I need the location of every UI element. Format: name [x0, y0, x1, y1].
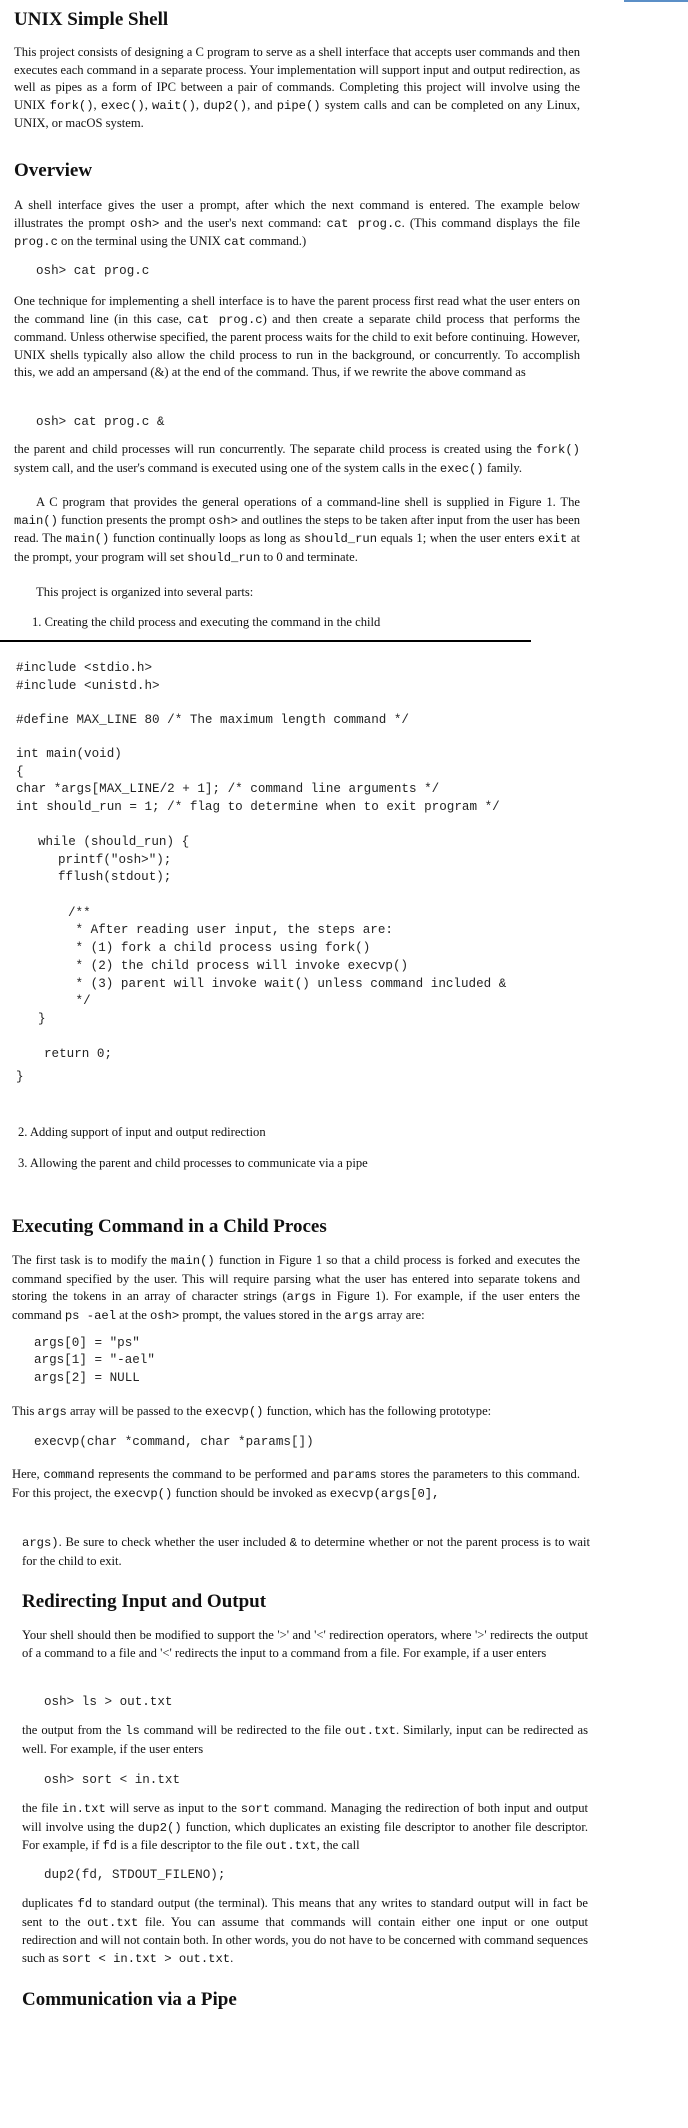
exec-heading: Executing Command in a Child Proces — [12, 1216, 327, 1237]
code-top-rule — [0, 640, 531, 642]
code-line: #define MAX_LINE 80 /* The maximum length command */ — [16, 713, 409, 727]
overview-heading: Overview — [14, 160, 93, 181]
list-item: 3. Allowing the parent and child processes to communicate via a pipe — [18, 1156, 368, 1170]
example-command-1: osh> cat prog.c — [36, 264, 150, 278]
code-line: * After reading user input, the steps are: — [68, 923, 393, 937]
redirect-example-3: dup2(fd, STDOUT_FILENO); — [44, 1868, 226, 1882]
document-title: UNIX Simple Shell — [14, 9, 169, 30]
exec-paragraph-4: args). Be sure to check whether the user included & to determine whether or not the parent process is to wait for the child to exit. — [22, 1535, 590, 1568]
code-line: } — [38, 1012, 46, 1026]
code-line: */ — [68, 994, 91, 1008]
exec-paragraph-1: The first task is to modify the main() function in Figure 1 so that a child process is forked and executes the command specified by the user. This will require parsing what the user has entered into separate tokens and storing the tokens in an array of character strings (args in Figure 1). For example, if the user enters the command ps -ael at the osh> prompt, the values stored in the args array are: — [12, 1253, 580, 1323]
intro-paragraph: This project consists of designing a C program to serve as a shell interface that accepts user commands and then executes each command in a separate process. Your implementation will support input and output redirection, as well as pipes as a form of IPC between a pair of commands. Completing this project will involve using the UNIX fork(), exec(), wait(), dup2(), and pipe() system calls and can be completed on any Linux, UNIX, or macOS system. — [14, 45, 580, 131]
overview-paragraph-1: A shell interface gives the user a prompt, after which the next command is entered. The example below illustrates the prompt osh> and the user's next command: cat prog.c. (This command displays the file prog.c on the terminal using the UNIX cat command.) — [14, 198, 580, 250]
redirect-example-1: osh> ls > out.txt — [44, 1695, 173, 1709]
redirect-paragraph-3: the file in.txt will serve as input to the sort command. Managing the redirection of both input and output will involve using the dup2() function, which duplicates an existing file descriptor to another file descriptor. For example, if fd is a file descriptor to the file out.txt, the call — [22, 1801, 589, 1854]
list-item: 1. Creating the child process and executing the command in the child — [32, 615, 381, 629]
redirect-paragraph-1: Your shell should then be modified to support the '>' and '<' redirection operators, where '>' redirects the output of a command to a file and '<' redirects the input to a command from a file. For example, if a user enters — [22, 1628, 588, 1660]
pipe-heading: Communication via a Pipe — [22, 1989, 237, 2010]
code-line: char *args[MAX_LINE/2 + 1]; /* command line arguments */ — [16, 782, 440, 796]
overview-paragraph-4: A C program that provides the general operations of a command-line shell is supplied in Figure 1. The main() function presents the prompt osh> and outlines the steps to be taken after input from the user has been read. The main() function continually loops as long as should_run equals 1; when the user enters exit at the prompt, your program will set should_run to 0 and terminate. — [14, 495, 580, 565]
redirect-heading: Redirecting Input and Output — [22, 1591, 267, 1612]
overview-paragraph-5: This project is organized into several parts: — [36, 585, 254, 599]
redirect-paragraph-4: duplicates fd to standard output (the terminal). This means that any writes to standard output will in fact be sent to the out.txt file. You can assume that commands will contain either one input or one output redirection and will not contain both. In other words, you do not have to be concerned with command sequences such as sort < in.txt > out.txt. — [22, 1896, 588, 1966]
overview-paragraph-2: One technique for implementing a shell interface is to have the parent process first read what the user enters on the command line (in this case, cat prog.c) and then create a separate child process that performs the command. Unless otherwise specified, the parent process waits for the child to exit before continuing. However, UNIX shells typically also allow the child process to run in the background, or concurrently. To accomplish this, we add an ampersand (&) at the end of the command. Thus, if we rewrite the above command as — [14, 294, 581, 380]
exec-paragraph-2: This args array will be passed to the execvp() function, which has the following prototype: — [12, 1404, 492, 1419]
code-line: int main(void) — [16, 747, 122, 761]
code-line: return 0; — [44, 1047, 113, 1061]
execvp-prototype: execvp(char *command, char *params[]) — [34, 1435, 314, 1449]
code-line: /** — [68, 906, 91, 920]
list-item: 2. Adding support of input and output redirection — [18, 1125, 266, 1139]
code-line: * (2) the child process will invoke execvp() — [68, 959, 409, 973]
code-line: { — [16, 765, 24, 779]
code-line: fflush(stdout); — [58, 870, 172, 884]
redirect-paragraph-2: the output from the ls command will be redirected to the file out.txt. Similarly, input can be redirected as well. For example, if the user enters — [22, 1723, 588, 1756]
code-line: int should_run = 1; /* flag to determine when to exit program */ — [16, 800, 500, 814]
redirect-example-2: osh> sort < in.txt — [44, 1773, 181, 1787]
code-line: * (1) fork a child process using fork() — [68, 941, 371, 955]
overview-paragraph-3: the parent and child processes will run concurrently. The separate child process is created using the fork() system call, and the user's command is executed using one of the system calls in the exec() family. — [14, 442, 580, 476]
code-line: while (should_run) { — [38, 835, 190, 849]
code-line: printf("osh>"); — [58, 853, 172, 867]
args-line: args[2] = NULL — [34, 1371, 140, 1385]
code-line: #include <unistd.h> — [16, 679, 160, 693]
args-line: args[1] = "-ael" — [34, 1353, 155, 1367]
example-command-2: osh> cat prog.c & — [36, 415, 165, 429]
exec-paragraph-3: Here, command represents the command to be performed and params stores the parameters to this command. For this project, the execvp() function should be invoked as execvp(args[0], — [12, 1467, 580, 1501]
corner-accent-line — [624, 0, 688, 2]
code-line: #include <stdio.h> — [16, 661, 153, 675]
code-line: } — [16, 1070, 24, 1084]
code-line: * (3) parent will invoke wait() unless command included & — [68, 977, 507, 991]
args-line: args[0] = "ps" — [34, 1336, 140, 1350]
